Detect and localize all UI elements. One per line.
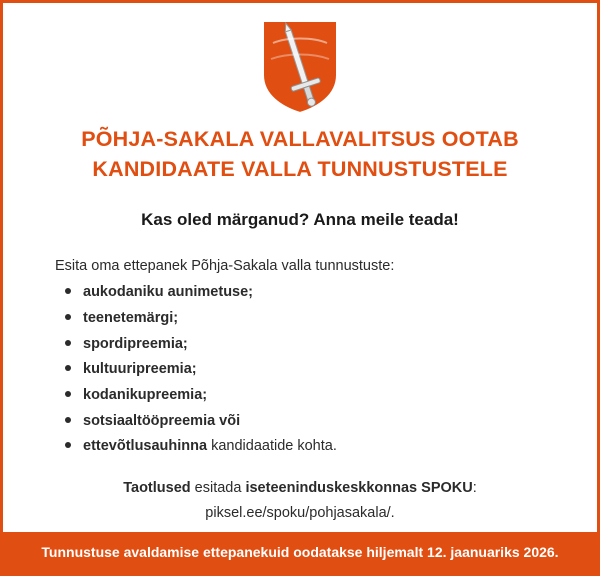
deadline-banner: Tunnustuse avaldamise ettepanekuid oodatakse hiljemalt 12. jaanuariks 2026. [3,532,597,573]
list-item-label: ettevõtlusauhinna [83,438,208,455]
list-item-label: aukodaniku aunimetuse; [83,284,254,301]
apply-end-text: : [472,480,477,497]
apply-emphasis-2: iseteeninduskeskkonnas SPOKU [245,480,473,497]
application-info [37,477,563,525]
coat-of-arms-shield-sword-icon [261,19,339,115]
bullet-icon [65,314,71,320]
list-item-label: sotsiaaltööpreemia või [83,412,241,429]
list-item-label: spordipreemia; [83,335,188,352]
page-title-line-1: PÕHJA-SAKALA VALLAVALITSUS OOTAB [81,127,519,151]
list-item [83,413,563,430]
list-item [83,336,563,353]
page-title-line-2: KANDIDAATE VALLA TUNNUSTUSTELE [92,156,508,181]
list-item [83,387,563,404]
apply-middle-text: esitada [190,480,246,497]
award-list [37,284,563,455]
list-item [83,284,563,301]
list-item-rest: kandidaatide kohta. [207,438,337,455]
bullet-icon [65,442,71,448]
list-item [83,438,563,455]
list-item [83,310,563,327]
spoku-link[interactable]: piksel.ee/spoku/pohjasakala/. [205,505,395,522]
bullet-icon [65,391,71,397]
page-title [37,125,563,184]
bullet-icon [65,288,71,294]
subtitle: Kas oled märganud? Anna meile teada! [141,210,459,230]
list-item [83,361,563,378]
intro-text: Esita oma ettepanek Põhja-Sakala valla tunnustuste: [55,258,395,275]
list-item-label: kodanikupreemia; [83,387,208,403]
poster-content [3,3,597,532]
bullet-icon [65,417,71,423]
list-item-label: kultuuripreemia; [83,361,197,378]
list-item-label: teenetemärgi; [83,309,179,326]
crest-container [37,19,563,115]
apply-emphasis-1: Taotlused [123,480,191,497]
bullet-icon [65,340,71,346]
bullet-icon [65,365,71,371]
